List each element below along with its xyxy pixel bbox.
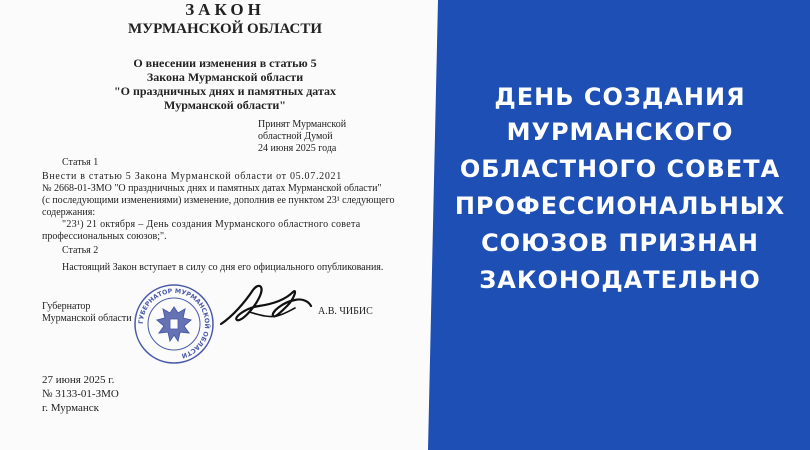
- headline-line-2: МУРМАНСКОГО: [506, 118, 734, 146]
- signing-date: [42, 374, 114, 386]
- headline-line-1: ДЕНЬ СОЗДАНИЯ: [494, 83, 746, 111]
- subject-line-2: Закона Мурманской области: [146, 70, 304, 84]
- headline-panel: [428, 0, 810, 450]
- headline-line-3: ОБЛАСТНОГО СОВЕТА: [459, 155, 781, 183]
- article1-line-2: № 2668-01-ЗМО "О праздничных днях и памятных датах Мурманской области": [42, 183, 382, 194]
- article2-text: Настоящий Закон вступает в силу со дня его официального опубликования.: [62, 262, 384, 273]
- adopted-line-1: Принят Мурманской: [258, 119, 347, 130]
- signing-city: г. Мурманск: [42, 402, 99, 414]
- subject-line-1: О внесении изменения в статью 5: [133, 56, 317, 70]
- article1-line-6: профессиональных союзов;".: [42, 231, 167, 242]
- official-stamp-icon: [133, 283, 215, 365]
- governor-title-line-1: Губернатор: [42, 301, 91, 312]
- document-title: ЗАКОН: [185, 0, 265, 19]
- subject-line-3: "О праздничных днях и памятных датах: [113, 84, 337, 98]
- article1-line-1: Внести в статью 5 Закона Мурманской области от 05.07.2021: [42, 171, 342, 182]
- governor-title-line-2: Мурманской области: [42, 313, 132, 324]
- headline-line-4: ПРОФЕССИОНАЛЬНЫХ: [454, 192, 786, 220]
- signing-date-month-year: июня 2025 г.: [53, 374, 115, 386]
- governor-name: А.В. ЧИБИС: [318, 306, 373, 317]
- adopted-line-2: областной Думой: [258, 131, 333, 142]
- signing-date-day: 27: [42, 374, 53, 386]
- article1-line-5: "23¹) 21 октября – День создания Мурманского областного совета: [62, 219, 361, 230]
- law-number: № 3133-01-ЗМО: [42, 388, 119, 400]
- document-region: МУРМАНСКОЙ ОБЛАСТИ: [127, 21, 323, 37]
- article1-line-3: (с последующими изменениями) изменение, дополнив ее пунктом 23¹ следующего: [42, 195, 395, 206]
- headline-line-5: СОЮЗОВ ПРИЗНАН: [481, 229, 759, 257]
- article1-heading: Статья 1: [62, 157, 99, 168]
- article1-line-4: содержания:: [42, 207, 96, 218]
- adopted-line-3: 24 июня 2025 года: [258, 143, 337, 154]
- signature-icon: [215, 272, 315, 342]
- subject-line-4: Мурманской области": [164, 98, 286, 112]
- stamp-text: ГУБЕРНАТОР МУРМАНСКОЙ ОБЛАСТИ: [137, 287, 211, 360]
- article2-heading: Статья 2: [62, 245, 99, 256]
- headline-line-6: ЗАКОНОДАТЕЛЬНО: [479, 266, 761, 294]
